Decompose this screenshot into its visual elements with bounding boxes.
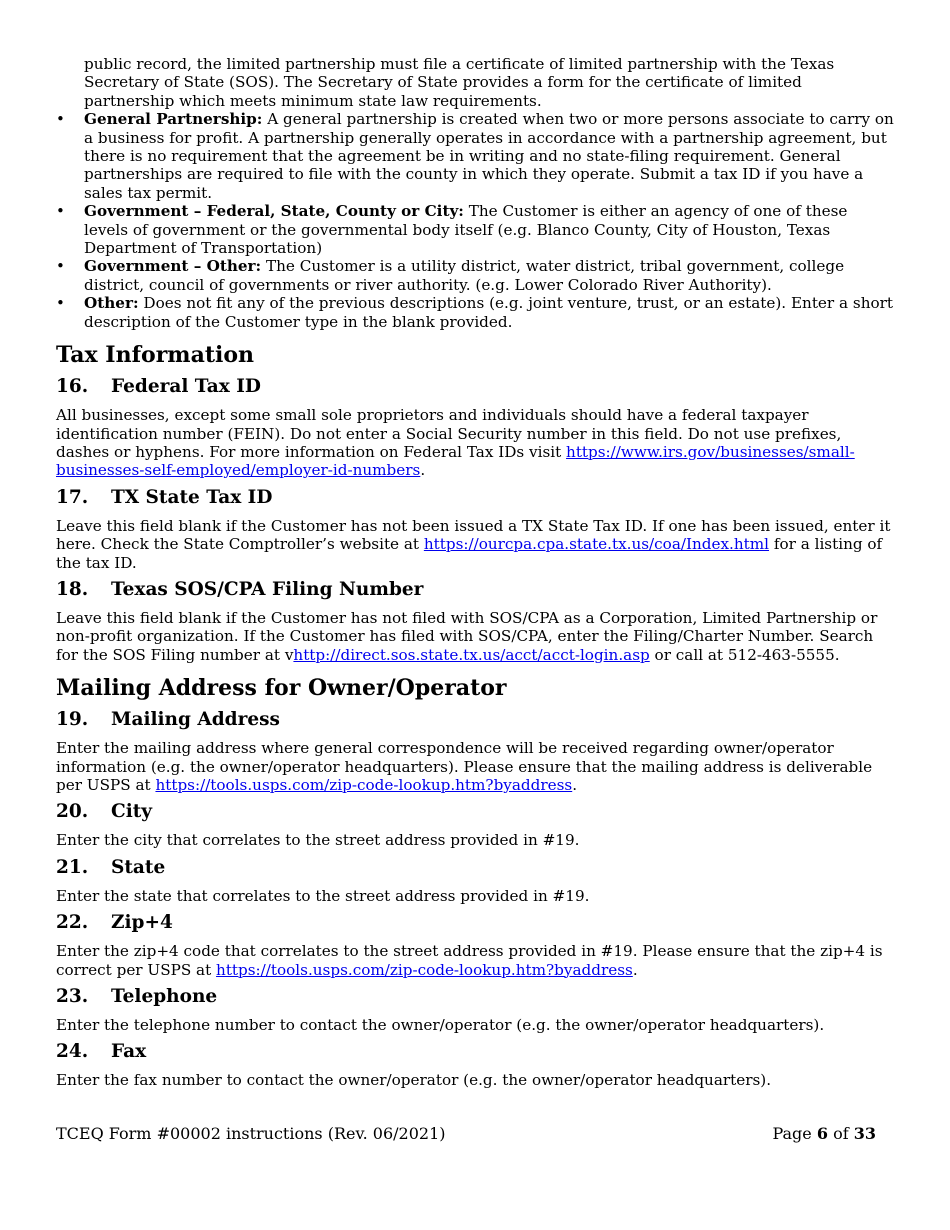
section-number: 20.	[56, 801, 89, 823]
page-footer	[56, 1124, 876, 1144]
list-item	[56, 257, 896, 294]
usps-lookup-link[interactable]: https://tools.usps.com/zip-code-lookup.htm?byaddress	[216, 960, 633, 979]
list-item-term: General Partnership:	[84, 110, 263, 129]
intro-paragraph: public record, the limited partnership must file a certificate of limited partnership with the Texas Secretary of State (SOS). The Secretary of State provides a form for the certificate of limited partnership which meets minimum state law requirements.	[84, 55, 835, 110]
list-item-term: Government – Other:	[84, 257, 262, 276]
list-item	[56, 202, 896, 257]
irs-ein-link[interactable]: https://www.irs.gov/businesses/small-businesses-self-employed/employer-id-numbers	[56, 442, 855, 480]
mailing-address-heading: Mailing Address for Owner/Operator	[56, 675, 507, 702]
section-24-heading	[56, 1041, 896, 1063]
section-23-heading	[56, 986, 896, 1008]
section-20-heading	[56, 801, 896, 823]
page-of-label: of	[828, 1124, 854, 1143]
page-number: 6	[816, 1124, 828, 1143]
section-title: Texas SOS/CPA Filing Number	[111, 578, 424, 600]
section-number: 23.	[56, 986, 89, 1007]
section-20-text: Enter the city that correlates to the street address provided in #19.	[56, 831, 580, 850]
section-title: Telephone	[111, 986, 218, 1007]
section-number: 19.	[56, 709, 89, 731]
body-text: .	[572, 775, 578, 794]
section-number: 24.	[56, 1041, 89, 1063]
document-page	[56, 55, 896, 1097]
section-19-text	[56, 739, 896, 794]
section-21-heading	[56, 857, 896, 879]
form-revision: TCEQ Form #00002 instructions (Rev. 06/2021)	[56, 1124, 446, 1143]
section-16-heading	[56, 376, 896, 398]
section-19-heading	[56, 709, 896, 731]
body-text: for a listing of the tax ID.	[56, 535, 883, 572]
body-text: .	[420, 461, 426, 480]
body-text: or call at 512-463-5555.	[649, 645, 840, 664]
section-number: 22.	[56, 912, 89, 934]
section-number: 16.	[56, 376, 89, 398]
list-item	[56, 294, 896, 331]
sos-login-link[interactable]: http://direct.sos.state.tx.us/acct/acct-login.asp	[293, 645, 650, 664]
section-17-text	[56, 517, 896, 572]
section-title: State	[111, 856, 166, 878]
body-text: Enter the mailing address where general correspondence will be received regarding owner/operator information (e.g. the owner/operator headquarters). Please ensure that the mailing address is deliverable per USPS at	[56, 739, 873, 794]
section-number: 21.	[56, 856, 89, 878]
list-item-text: A general partnership is created when two or more persons associate to carry on a business for profit. A partnership generally operates in accordance with a partnership agreement, but there is no requirement that the agreement be in writing and no state-filing requirement. General partnerships are required to file with the county in which they operate. Submit a tax ID if you have a sales tax permit.	[84, 110, 894, 202]
list-item-term: Government – Federal, State, County or City:	[84, 202, 464, 221]
list-item-text: Does not fit any of the previous descriptions (e.g. joint venture, trust, or an estate). Enter a short description of the Customer type in the blank provided.	[84, 294, 893, 331]
list-item-text: The Customer is a utility district, water district, tribal government, college district, council of governments or river authority. (e.g. Lower Colorado River Authority).	[84, 257, 845, 294]
section-number: 17.	[56, 486, 89, 508]
section-number: 18.	[56, 578, 89, 600]
list-item	[56, 110, 896, 202]
body-text: All businesses, except some small sole proprietors and individuals should have a federal taxpayer identification number (FEIN). Do not enter a Social Security number in this field. Do not use prefixes, dashes or hyphens. For more information on Federal Tax IDs visit	[56, 406, 842, 461]
page-indicator	[772, 1124, 876, 1144]
comptroller-link[interactable]: https://ourcpa.cpa.state.tx.us/coa/Index.html	[423, 535, 770, 554]
tax-information-heading: Tax Information	[56, 342, 255, 369]
section-title: TX State Tax ID	[111, 486, 273, 508]
page-total: 33	[853, 1124, 876, 1143]
list-item-term: Other:	[84, 294, 139, 313]
usps-lookup-link[interactable]: https://tools.usps.com/zip-code-lookup.htm?byaddress	[155, 775, 573, 794]
body-text: Leave this field blank if the Customer has not been issued a TX State Tax ID. If one has been issued, enter it here. Check the State Comptroller’s website at	[56, 516, 891, 554]
section-22-text	[56, 942, 896, 979]
body-text: .	[632, 960, 638, 979]
section-17-heading	[56, 487, 896, 509]
section-title: Zip+4	[111, 912, 173, 934]
section-18-text	[56, 609, 896, 664]
section-16-text	[56, 406, 896, 480]
section-18-heading	[56, 579, 896, 601]
customer-type-list	[56, 110, 896, 331]
section-title: Fax	[111, 1041, 147, 1063]
section-22-heading	[56, 912, 896, 934]
section-title: Federal Tax ID	[111, 376, 261, 398]
body-text: Enter the zip+4 code that correlates to the street address provided in #19. Please ensure that the zip+4 is correct per USPS at	[56, 942, 883, 979]
section-21-text: Enter the state that correlates to the street address provided in #19.	[56, 886, 590, 905]
section-title: Mailing Address	[111, 709, 280, 731]
list-item-text: The Customer is either an agency of one of these levels of government or the governmental body itself (e.g. Blanco County, City of Houston, Texas Department of Transportation)	[84, 202, 848, 258]
section-23-text: Enter the telephone number to contact the owner/operator (e.g. the owner/operator headquarters).	[56, 1016, 825, 1034]
section-title: City	[111, 801, 153, 823]
section-24-text: Enter the fax number to contact the owner/operator (e.g. the owner/operator headquarters).	[56, 1071, 772, 1090]
body-text: Leave this field blank if the Customer has not filed with SOS/CPA as a Corporation, Limited Partnership or non-profit organization. If the Customer has filed with SOS/CPA, enter the Filing/Charter Number. Search for the SOS Filing number at v	[56, 608, 878, 664]
page-label: Page	[772, 1124, 817, 1143]
